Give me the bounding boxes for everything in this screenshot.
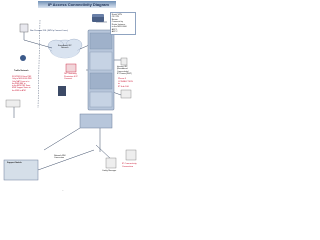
cloud-label-line: Broadband ISP	[58, 45, 72, 47]
red-line: Only NAT From or to	[12, 80, 30, 83]
red-line: CONNECTION	[118, 80, 133, 83]
center-red-note	[64, 73, 78, 81]
ip-phone-icon	[121, 58, 127, 65]
note-line: Internet ISP	[117, 66, 128, 68]
red-line: to the ATM PBX From	[12, 85, 31, 88]
non-premium-label: Non Premium DSL (IWN Ip Connect Lines)	[30, 30, 68, 32]
red-line: Connect	[64, 78, 73, 81]
note-line: Connectivity)	[117, 70, 129, 73]
diagram-canvas	[0, 0, 149, 198]
bubble-line: Bearer	[111, 18, 118, 21]
monitor-icon	[121, 90, 131, 98]
nni-line: Connection	[54, 157, 65, 160]
phone-icon	[58, 86, 66, 96]
server-icon	[20, 24, 28, 32]
laptop-icon	[6, 100, 20, 107]
bubble-line: CE / PE	[111, 16, 119, 19]
ellipsis: ...	[62, 190, 64, 192]
red-line: Phase 6	[118, 78, 127, 80]
red-line: the MSS NAT to	[12, 82, 26, 85]
bottom-pc-icon	[126, 150, 136, 160]
red-line: IP Connectivity	[122, 163, 137, 165]
diagram-title: IP Access Connectivity Diagram	[48, 1, 109, 7]
bubble-line: to the MSS 4000	[111, 26, 127, 29]
bubble-line: AFP 1	[111, 28, 118, 31]
note-line: IP Phones(VoIP)	[117, 73, 132, 76]
red-line: MSS Support Voice to	[12, 87, 31, 90]
red-line: Only to MSS 4000 PBX	[12, 78, 32, 81]
central-switch-stack	[80, 30, 114, 128]
top-bubble	[110, 12, 136, 35]
nni-label	[54, 155, 65, 160]
traffic-title: Traffic Network	[14, 70, 29, 72]
config-manager-label: Config Manager	[102, 170, 117, 172]
config-manager-icon	[106, 158, 116, 168]
bubble-line: AFP 2	[111, 31, 118, 34]
support-switch-label: Support Switch	[7, 162, 22, 164]
bubble-line: Nortel VPN	[111, 13, 122, 16]
right-red-note	[118, 78, 133, 88]
cloud-label	[58, 45, 72, 50]
bubble-line: Connects by	[111, 21, 123, 24]
red-line: IP Sub 100	[118, 85, 129, 88]
red-line: Connection	[122, 165, 134, 168]
gateway-icon	[66, 64, 76, 72]
router-icon	[20, 55, 26, 61]
top-router	[92, 14, 104, 22]
note-line: (Broadband	[117, 68, 128, 71]
cloud-label-line: Network	[61, 47, 69, 50]
nni-line: Network-NNI	[54, 155, 66, 157]
red-line: ROUTER B Voice PBX	[12, 76, 32, 78]
bottom-red-note	[122, 163, 137, 168]
bubble-line: Route Instance	[111, 23, 126, 26]
red-line: ISP Gateway	[64, 73, 77, 75]
red-line: to	[118, 83, 120, 86]
red-line: Provision & IP	[64, 75, 78, 78]
red-line: the MSS to ATM	[12, 89, 26, 92]
right-note-top	[117, 66, 132, 76]
traffic-red-note	[12, 76, 32, 92]
